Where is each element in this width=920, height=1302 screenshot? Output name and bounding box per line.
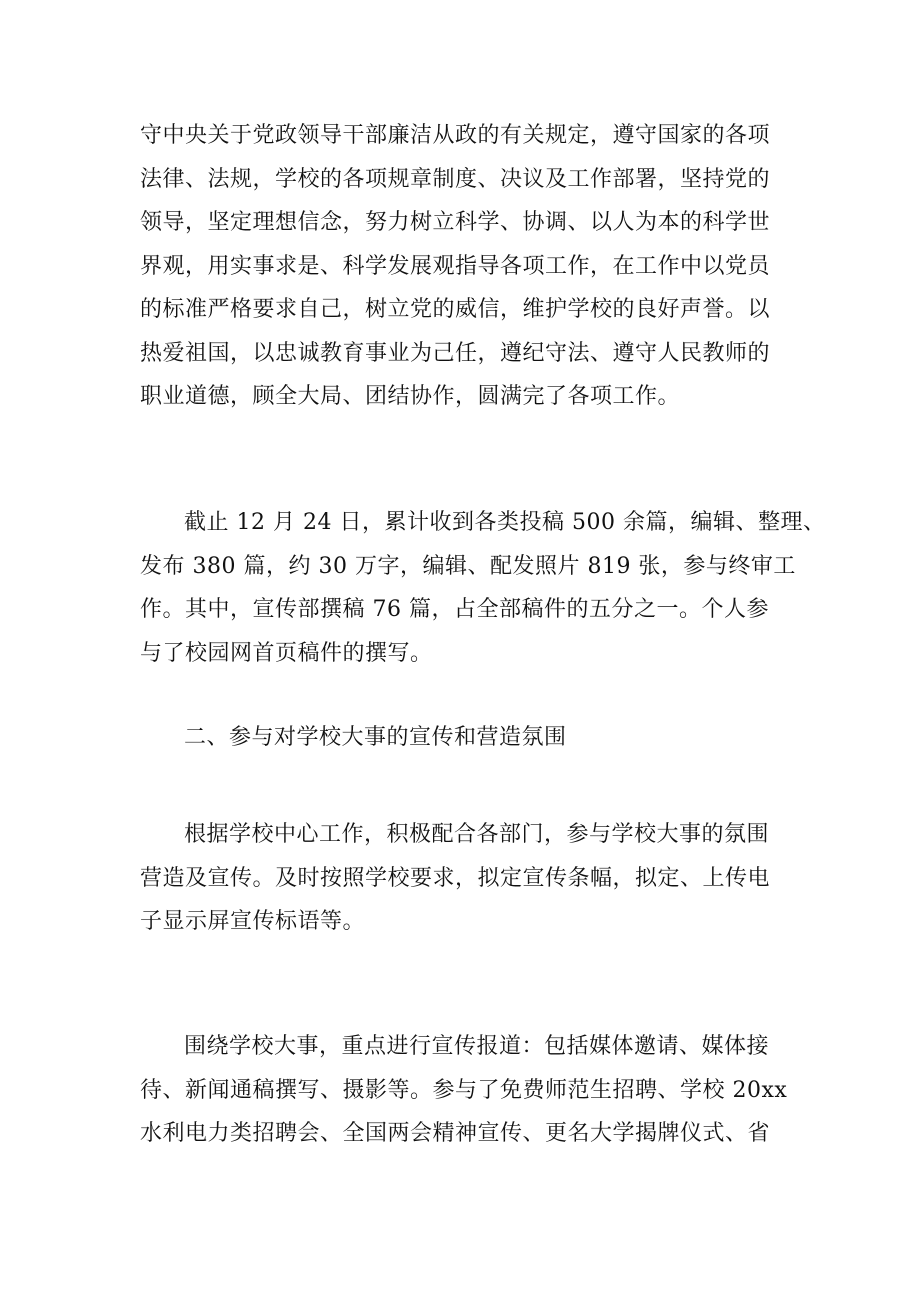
- paragraph-line: 与了校园网首页稿件的撰写。: [140, 640, 433, 666]
- paragraph-line: 截止 12 月 24 日，累计收到各类投稿 500 余篇，编辑、整理、: [184, 510, 826, 535]
- paragraph-line: 领导，坚定理想信念，努力树立科学、协调、以人为本的科学世: [140, 210, 771, 235]
- paragraph-line: 待、新闻通稿撰写、摄影等。参与了免费师范生招聘、学校 20xx: [140, 1077, 788, 1103]
- paragraph-line: 根据学校中心工作，积极配合各部门，参与学校大事的氛围: [184, 822, 770, 847]
- paragraph-line: 子显示屏宣传标语等。: [140, 909, 366, 934]
- section-heading: [140, 716, 780, 760]
- paragraph-line: 界观，用实事求是、科学发展观指导各项工作，在工作中以党员: [140, 253, 771, 279]
- paragraph-line: 围绕学校大事，重点进行宣传报道：包括媒体邀请、媒体接: [184, 1034, 770, 1059]
- paragraph-line: 的标准严格要求自己，树立党的威信，维护学校的良好声誉。以: [140, 297, 771, 322]
- paragraph-line: 营造及宣传。及时按照学校要求，拟定宣传条幅，拟定、上传电: [140, 865, 771, 891]
- paragraph-party-discipline: [140, 114, 780, 419]
- paragraph-campus-atmosphere: [140, 813, 780, 944]
- paragraph-line: 作。其中，宣传部撰稿 76 篇，占全部稿件的五分之一。个人参: [140, 597, 769, 622]
- paragraph-line: 职业道德，顾全大局、团结协作，圆满完了各项工作。: [140, 384, 681, 409]
- paragraph-event-reporting: [140, 1025, 788, 1156]
- paragraph-line: 水利电力类招聘会、全国两会精神宣传、更名大学揭牌仪式、省: [140, 1121, 771, 1146]
- paragraph-line: 守中央关于党政领导干部廉洁从政的有关规定，遵守国家的各项: [140, 123, 771, 148]
- paragraph-line: 法律、法规，学校的各项规章制度、决议及工作部署，坚持党的: [140, 166, 771, 192]
- paragraph-line: 发布 380 篇，约 30 万字，编辑、配发照片 819 张，参与终审工: [140, 553, 796, 579]
- paragraph-line: 热爱祖国，以忠诚教育事业为己任，遵纪守法、遵守人民教师的: [140, 340, 771, 366]
- paragraph-submission-stats: [140, 501, 826, 675]
- section-heading-text: 二、参与对学校大事的宣传和营造氛围: [184, 725, 567, 750]
